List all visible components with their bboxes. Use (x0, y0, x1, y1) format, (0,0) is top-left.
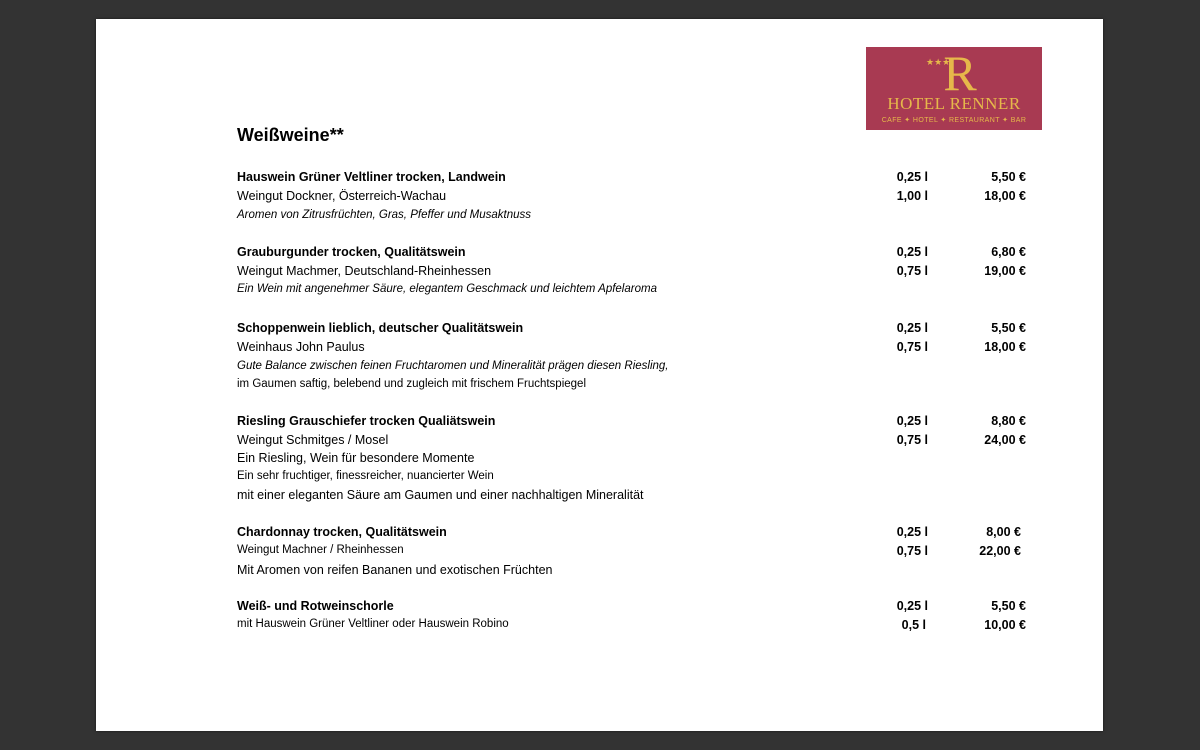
wine-producer: Weingut Machner / Rheinhessen (237, 544, 404, 556)
wine-volume: 1,00 l (896, 189, 928, 203)
wine-note: im Gaumen saftig, belebend und zugleich mit frischem Fruchtspiegel (237, 378, 587, 390)
logo-name: HOTEL RENNER (887, 94, 1021, 113)
wine-price: 8,80 € (991, 414, 1026, 428)
wine-note: Gute Balance zwischen feinen Fruchtaromen und Mineralität prägen diesen Riesling, (237, 360, 669, 372)
menu-page (96, 19, 1103, 731)
wine-price: 19,00 € (984, 264, 1026, 278)
wine-price: 24,00 € (984, 433, 1026, 447)
wine-volume: 0,25 l (896, 321, 928, 335)
hotel-logo (866, 47, 1042, 130)
wine-note: Ein Riesling, Wein für besondere Momente (237, 451, 475, 465)
wine-producer: Weingut Machmer, Deutschland-Rheinhessen (237, 264, 492, 278)
wine-volume: 0,25 l (896, 245, 928, 259)
wine-volume: 0,75 l (896, 544, 928, 558)
wine-volume: 0,5 l (901, 618, 926, 632)
wine-note: mit einer eleganten Säure am Gaumen und einer nachhaltigen Mineralität (237, 488, 644, 502)
logo-tagline: CAFE ✦ HOTEL ✦ RESTAURANT ✦ BAR (881, 117, 1027, 124)
wine-price: 18,00 € (984, 189, 1026, 203)
wine-price: 10,00 € (984, 618, 1026, 632)
wine-note: Ein Wein mit angenehmer Säure, elegantem Geschmack und leichtem Apfelaroma (237, 283, 657, 295)
wine-name: Schoppenwein lieblich, deutscher Qualitätswein (237, 321, 524, 335)
wine-note: Mit Aromen von reifen Bananen und exotischen Früchten (237, 563, 553, 577)
wine-volume: 0,75 l (896, 264, 928, 278)
wine-name: Weiß- und Rotweinschorle (237, 599, 394, 613)
wine-producer: mit Hauswein Grüner Veltliner oder Hauswein Robino (237, 618, 509, 630)
wine-price: 5,50 € (991, 599, 1026, 613)
wine-name: Hauswein Grüner Veltliner trocken, Landwein (237, 170, 506, 184)
wine-volume: 0,25 l (896, 599, 928, 613)
wine-price: 8,00 € (986, 525, 1021, 539)
wine-volume: 0,25 l (896, 414, 928, 428)
wine-price: 5,50 € (991, 170, 1026, 184)
section-heading: Weißweine** (237, 125, 344, 145)
wine-name: Grauburgunder trocken, Qualitätswein (237, 245, 466, 259)
wine-note: Aromen von Zitrusfrüchten, Gras, Pfeffer und Musaktnuss (237, 209, 532, 221)
wine-producer: Weingut Schmitges / Mosel (237, 433, 389, 447)
wine-name: Chardonnay trocken, Qualitätswein (237, 525, 447, 539)
wine-volume: 0,75 l (896, 433, 928, 447)
wine-volume: 0,25 l (896, 170, 928, 184)
logo-letter: R (943, 45, 977, 101)
wine-volume: 0,75 l (896, 340, 928, 354)
wine-name: Riesling Grauschiefer trocken Qualiätswein (237, 414, 496, 428)
wine-price: 22,00 € (979, 544, 1021, 558)
wine-volume: 0,25 l (896, 525, 928, 539)
wine-price: 5,50 € (991, 321, 1026, 335)
wine-producer: Weinhaus John Paulus (237, 340, 365, 354)
wine-producer: Weingut Dockner, Österreich-Wachau (237, 189, 447, 203)
wine-price: 18,00 € (984, 340, 1026, 354)
stars-icon: ★★★ (926, 57, 951, 67)
wine-note: Ein sehr fruchtiger, finessreicher, nuancierter Wein (237, 470, 494, 482)
wine-price: 6,80 € (991, 245, 1026, 259)
